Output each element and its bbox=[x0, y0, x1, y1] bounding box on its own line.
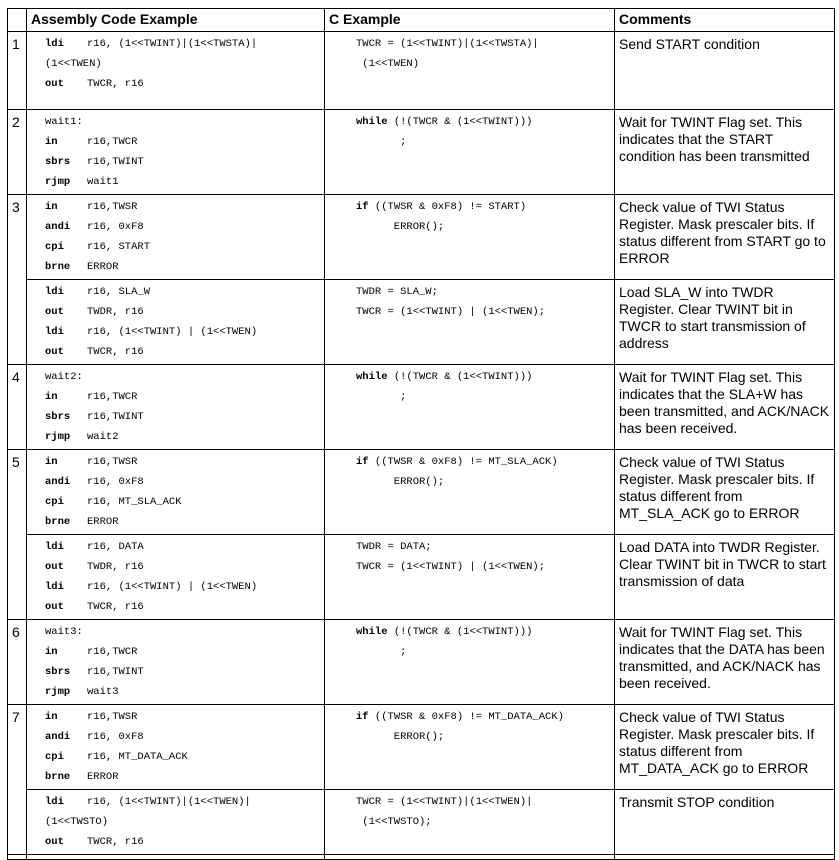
c-statement: TWDR = SLA_W; bbox=[356, 286, 438, 298]
asm-operand: TWCR, r16 bbox=[87, 601, 144, 613]
c-statement: (!(TWCR & (1<<TWINT))) bbox=[387, 371, 533, 383]
comment-cell: Wait for TWINT Flag set. This indicates that the START condition has been transmitted bbox=[615, 110, 835, 195]
asm-opcode: in bbox=[45, 646, 58, 658]
assembly-code-cell bbox=[27, 32, 325, 110]
comment-cell: Wait for TWINT Flag set. This indicates that the DATA has been transmitted, and ACK/NACK has been received. bbox=[615, 620, 835, 705]
comment-cell: Wait for TWINT Flag set. This indicates that the SLA+W has been transmitted, and ACK/NACK has been received. bbox=[615, 365, 835, 450]
table-row bbox=[8, 32, 835, 110]
c-code-cell bbox=[325, 450, 615, 535]
asm-operand: wait3 bbox=[87, 686, 119, 698]
table-tail-cell bbox=[615, 855, 835, 860]
asm-operand: TWCR, r16 bbox=[87, 346, 144, 358]
asm-operand: wait1 bbox=[87, 176, 119, 188]
asm-opcode: in bbox=[45, 456, 58, 468]
c-statement: ; bbox=[356, 646, 407, 658]
asm-opcode: ldi bbox=[45, 796, 64, 808]
c-code-cell bbox=[325, 280, 615, 365]
asm-opcode: sbrs bbox=[45, 411, 71, 423]
table-row bbox=[8, 110, 835, 195]
c-line bbox=[356, 709, 614, 729]
asm-line bbox=[45, 284, 324, 304]
c-line bbox=[356, 389, 614, 409]
asm-operand: r16,TWSR bbox=[87, 711, 138, 723]
assembly-code-cell bbox=[27, 280, 325, 365]
comment-cell: Check value of TWI Status Register. Mask prescaler bits. If status different from MT_DATA_ACK go to ERROR bbox=[615, 705, 835, 790]
asm-opcode: ldi bbox=[45, 326, 64, 338]
asm-opcode: in bbox=[45, 391, 58, 403]
asm-line bbox=[45, 709, 324, 729]
c-line bbox=[356, 644, 614, 664]
c-statement: (!(TWCR & (1<<TWINT))) bbox=[387, 116, 533, 128]
asm-opcode: in bbox=[45, 136, 58, 148]
c-line bbox=[356, 559, 614, 579]
asm-opcode: out bbox=[45, 836, 64, 848]
asm-operand: r16, (1<<TWINT) | (1<<TWEN) bbox=[87, 581, 258, 593]
asm-operand: TWDR, r16 bbox=[87, 561, 144, 573]
header-step-number bbox=[8, 9, 27, 32]
c-statement: TWCR = (1<<TWINT)|(1<<TWEN)| bbox=[356, 796, 533, 808]
asm-line bbox=[45, 199, 324, 219]
table-row bbox=[8, 790, 835, 855]
asm-line bbox=[45, 454, 324, 474]
asm-line bbox=[45, 154, 324, 174]
asm-opcode: cpi bbox=[45, 751, 64, 763]
asm-line bbox=[45, 729, 324, 749]
asm-opcode: cpi bbox=[45, 241, 64, 253]
asm-line bbox=[45, 814, 324, 834]
comment-cell: Load SLA_W into TWDR Register. Clear TWINT bit in TWCR to start transmission of address bbox=[615, 280, 835, 365]
assembly-code-cell bbox=[27, 110, 325, 195]
c-keyword: if bbox=[356, 711, 369, 723]
asm-line bbox=[45, 219, 324, 239]
asm-line bbox=[45, 344, 324, 364]
c-line bbox=[356, 369, 614, 389]
asm-line bbox=[45, 684, 324, 704]
asm-line bbox=[45, 56, 324, 76]
c-line bbox=[356, 794, 614, 814]
asm-operand: r16,TWCR bbox=[87, 136, 138, 148]
c-line bbox=[356, 454, 614, 474]
asm-line bbox=[45, 474, 324, 494]
asm-operand: r16, START bbox=[87, 241, 151, 253]
c-statement: ((TWSR & 0xF8) != MT_SLA_ACK) bbox=[368, 456, 558, 468]
table-tail-cell bbox=[8, 855, 27, 860]
asm-opcode: sbrs bbox=[45, 156, 71, 168]
c-line bbox=[356, 56, 614, 76]
asm-line bbox=[45, 579, 324, 599]
table-row bbox=[8, 705, 835, 790]
c-statement: (1<<TWSTO); bbox=[356, 816, 432, 828]
asm-line bbox=[45, 174, 324, 194]
asm-opcode: ldi bbox=[45, 38, 64, 50]
c-line bbox=[356, 729, 614, 749]
asm-opcode: ldi bbox=[45, 581, 64, 593]
c-statement: ERROR(); bbox=[356, 731, 445, 743]
step-number: 7 bbox=[8, 705, 27, 855]
asm-operand: r16, 0xF8 bbox=[87, 221, 144, 233]
step-number: 4 bbox=[8, 365, 27, 450]
comment-cell: Send START condition bbox=[615, 32, 835, 110]
asm-operand: ERROR bbox=[87, 771, 119, 783]
c-line bbox=[356, 474, 614, 494]
asm-operand: r16, (1<<TWINT) | (1<<TWEN) bbox=[87, 326, 258, 338]
asm-line bbox=[45, 76, 324, 96]
c-code-cell bbox=[325, 195, 615, 280]
table-header-row bbox=[8, 9, 835, 32]
comment-cell: Load DATA into TWDR Register. Clear TWINT bit in TWCR to start transmission of data bbox=[615, 535, 835, 620]
assembly-code-cell bbox=[27, 705, 325, 790]
c-line bbox=[356, 539, 614, 559]
c-statement: TWCR = (1<<TWINT)|(1<<TWSTA)| bbox=[356, 38, 539, 50]
asm-line bbox=[45, 304, 324, 324]
c-code-cell bbox=[325, 32, 615, 110]
asm-line bbox=[45, 259, 324, 279]
header-c-example: C Example bbox=[325, 9, 615, 32]
c-statement: (1<<TWEN) bbox=[356, 58, 420, 70]
asm-operand: (1<<TWEN) bbox=[45, 58, 102, 70]
table-body bbox=[8, 32, 835, 860]
asm-line bbox=[45, 134, 324, 154]
asm-opcode: ldi bbox=[45, 286, 64, 298]
c-keyword: while bbox=[356, 116, 388, 128]
asm-opcode: out bbox=[45, 601, 64, 613]
step-number: 6 bbox=[8, 620, 27, 705]
asm-opcode: andi bbox=[45, 221, 71, 233]
table-row bbox=[8, 535, 835, 620]
header-comments: Comments bbox=[615, 9, 835, 32]
asm-line bbox=[45, 239, 324, 259]
asm-operand: r16, MT_SLA_ACK bbox=[87, 496, 182, 508]
asm-operand: TWCR, r16 bbox=[87, 836, 144, 848]
c-statement: ((TWSR & 0xF8) != START) bbox=[368, 201, 527, 213]
asm-operand: r16, DATA bbox=[87, 541, 144, 553]
asm-operand: TWCR, r16 bbox=[87, 78, 144, 90]
c-code-cell bbox=[325, 110, 615, 195]
c-statement: (!(TWCR & (1<<TWINT))) bbox=[387, 626, 533, 638]
c-line bbox=[356, 219, 614, 239]
asm-line bbox=[45, 389, 324, 409]
step-number: 5 bbox=[8, 450, 27, 620]
step-number: 2 bbox=[8, 110, 27, 195]
asm-opcode: brne bbox=[45, 261, 71, 273]
asm-line bbox=[45, 624, 324, 644]
asm-operand: TWDR, r16 bbox=[87, 306, 144, 318]
asm-operand: r16,TWCR bbox=[87, 646, 138, 658]
table-row bbox=[8, 280, 835, 365]
asm-opcode: out bbox=[45, 78, 64, 90]
step-number: 1 bbox=[8, 32, 27, 110]
asm-operand: r16, SLA_W bbox=[87, 286, 151, 298]
c-keyword: if bbox=[356, 201, 369, 213]
asm-operand: r16, 0xF8 bbox=[87, 476, 144, 488]
asm-line bbox=[45, 644, 324, 664]
asm-line bbox=[45, 36, 324, 56]
asm-operand: r16,TWSR bbox=[87, 201, 138, 213]
c-line bbox=[356, 624, 614, 644]
c-code-cell bbox=[325, 620, 615, 705]
c-code-cell bbox=[325, 365, 615, 450]
c-line bbox=[356, 199, 614, 219]
asm-opcode: out bbox=[45, 346, 64, 358]
c-line bbox=[356, 114, 614, 134]
asm-opcode: brne bbox=[45, 516, 71, 528]
asm-line bbox=[45, 599, 324, 619]
assembly-code-cell bbox=[27, 535, 325, 620]
asm-opcode: andi bbox=[45, 731, 71, 743]
asm-line bbox=[45, 369, 324, 389]
c-line bbox=[356, 814, 614, 834]
asm-opcode: in bbox=[45, 201, 58, 213]
asm-line bbox=[45, 769, 324, 789]
asm-line bbox=[45, 559, 324, 579]
asm-opcode: andi bbox=[45, 476, 71, 488]
asm-operand: ERROR bbox=[87, 516, 119, 528]
asm-operand: (1<<TWSTO) bbox=[45, 816, 109, 828]
c-statement: ((TWSR & 0xF8) != MT_DATA_ACK) bbox=[368, 711, 564, 723]
c-statement: ERROR(); bbox=[356, 221, 445, 233]
asm-line bbox=[45, 834, 324, 854]
assembly-code-cell bbox=[27, 620, 325, 705]
asm-line bbox=[45, 114, 324, 134]
asm-operand: r16,TWCR bbox=[87, 391, 138, 403]
asm-opcode: brne bbox=[45, 771, 71, 783]
table-tail-cell bbox=[325, 855, 615, 860]
asm-line bbox=[45, 664, 324, 684]
asm-line bbox=[45, 749, 324, 769]
asm-operand: r16,TWINT bbox=[87, 411, 144, 423]
asm-operand: r16, 0xF8 bbox=[87, 731, 144, 743]
c-line bbox=[356, 134, 614, 154]
c-statement: TWDR = DATA; bbox=[356, 541, 432, 553]
comment-cell: Check value of TWI Status Register. Mask prescaler bits. If status different from START go to ERROR bbox=[615, 195, 835, 280]
assembly-code-cell bbox=[27, 195, 325, 280]
table-row bbox=[8, 195, 835, 280]
assembly-code-cell bbox=[27, 365, 325, 450]
header-assembly: Assembly Code Example bbox=[27, 9, 325, 32]
asm-opcode: in bbox=[45, 711, 58, 723]
asm-line bbox=[45, 324, 324, 344]
c-code-cell bbox=[325, 535, 615, 620]
asm-operand: r16,TWINT bbox=[87, 156, 144, 168]
asm-operand: wait1: bbox=[45, 116, 83, 128]
table-row bbox=[8, 365, 835, 450]
c-statement: ERROR(); bbox=[356, 476, 445, 488]
c-line bbox=[356, 36, 614, 56]
asm-operand: r16, (1<<TWINT)|(1<<TWEN)| bbox=[87, 796, 251, 808]
asm-opcode: rjmp bbox=[45, 686, 71, 698]
c-statement: TWCR = (1<<TWINT) | (1<<TWEN); bbox=[356, 306, 546, 318]
asm-opcode: cpi bbox=[45, 496, 64, 508]
c-line bbox=[356, 304, 614, 324]
table-tail-row bbox=[8, 855, 835, 860]
asm-line bbox=[45, 494, 324, 514]
asm-line bbox=[45, 794, 324, 814]
table-row bbox=[8, 450, 835, 535]
asm-operand: r16,TWSR bbox=[87, 456, 138, 468]
c-statement: ; bbox=[356, 136, 407, 148]
c-keyword: while bbox=[356, 626, 388, 638]
asm-opcode: rjmp bbox=[45, 176, 71, 188]
table-tail-cell bbox=[27, 855, 325, 860]
asm-operand: wait3: bbox=[45, 626, 83, 638]
c-code-cell bbox=[325, 790, 615, 855]
c-statement: ; bbox=[356, 391, 407, 403]
asm-operand: wait2: bbox=[45, 371, 83, 383]
asm-opcode: out bbox=[45, 306, 64, 318]
c-keyword: if bbox=[356, 456, 369, 468]
c-line bbox=[356, 284, 614, 304]
asm-operand: r16,TWINT bbox=[87, 666, 144, 678]
asm-line bbox=[45, 409, 324, 429]
asm-opcode: rjmp bbox=[45, 431, 71, 443]
asm-opcode: ldi bbox=[45, 541, 64, 553]
comment-cell: Transmit STOP condition bbox=[615, 790, 835, 855]
asm-opcode: out bbox=[45, 561, 64, 573]
c-code-cell bbox=[325, 705, 615, 790]
assembly-code-cell bbox=[27, 450, 325, 535]
c-statement: TWCR = (1<<TWINT) | (1<<TWEN); bbox=[356, 561, 546, 573]
c-keyword: while bbox=[356, 371, 388, 383]
asm-line bbox=[45, 514, 324, 534]
asm-line bbox=[45, 539, 324, 559]
table-row bbox=[8, 620, 835, 705]
asm-operand: ERROR bbox=[87, 261, 119, 273]
asm-operand: r16, MT_DATA_ACK bbox=[87, 751, 188, 763]
step-number: 3 bbox=[8, 195, 27, 365]
asm-line bbox=[45, 429, 324, 449]
asm-opcode: sbrs bbox=[45, 666, 71, 678]
assembly-code-cell bbox=[27, 790, 325, 855]
asm-operand: r16, (1<<TWINT)|(1<<TWSTA)| bbox=[87, 38, 258, 50]
comment-cell: Check value of TWI Status Register. Mask prescaler bits. If status different from MT_SLA_ACK go to ERROR bbox=[615, 450, 835, 535]
asm-operand: wait2 bbox=[87, 431, 119, 443]
twi-code-table bbox=[7, 8, 835, 860]
